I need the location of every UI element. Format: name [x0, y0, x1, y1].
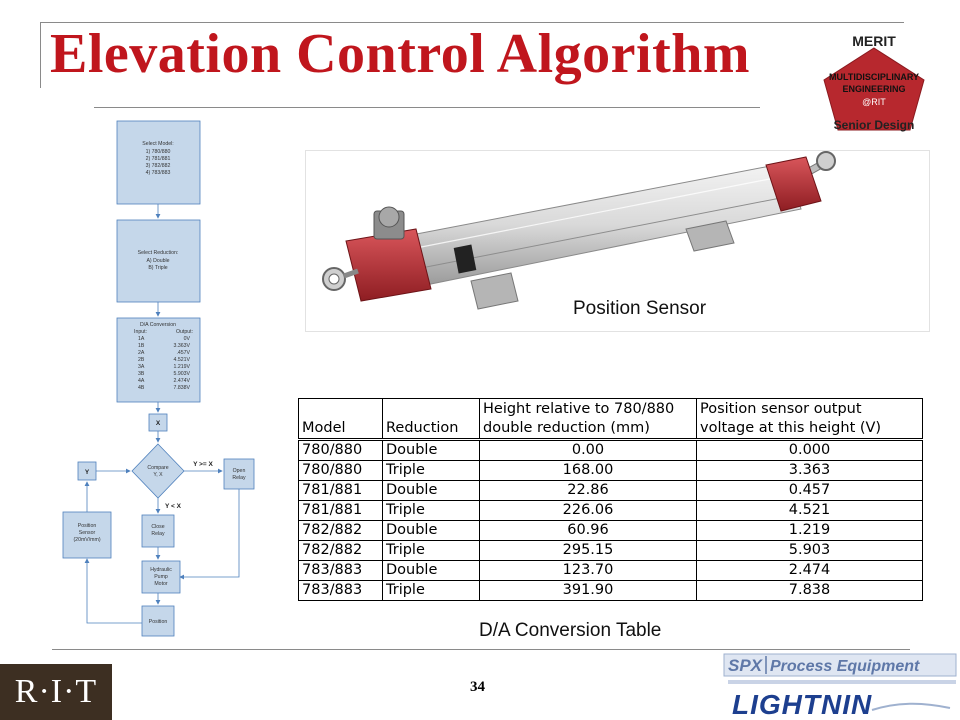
- flow-ge-label: Y >= X: [193, 461, 213, 468]
- cell-voltage: 1.219: [697, 521, 923, 541]
- cell-height: 391.90: [480, 581, 697, 601]
- slide-title: Elevation Control Algorithm: [50, 23, 751, 85]
- cell-model: 782/882: [299, 521, 383, 541]
- svg-text:1) 780/880: 1) 780/880: [145, 149, 171, 155]
- cell-reduction: Triple: [383, 461, 480, 481]
- svg-text:A) Double: A) Double: [146, 258, 170, 264]
- spx-lightnin-logo: [722, 650, 960, 720]
- flow-hydraulic-pump-box: [142, 561, 180, 593]
- cell-model: 780/880: [299, 461, 383, 481]
- cell-reduction: Triple: [383, 541, 480, 561]
- svg-text:1.219V: 1.219V: [173, 364, 190, 370]
- flow-select-model-box: [117, 121, 200, 204]
- svg-text:Select Reduction:: Select Reduction:: [137, 250, 179, 256]
- cell-reduction: Double: [383, 440, 480, 461]
- svg-text:3.363V: 3.363V: [173, 343, 190, 349]
- svg-text:Relay: Relay: [151, 531, 165, 537]
- svg-text:4A: 4A: [138, 378, 145, 384]
- title-frame-left: [40, 22, 41, 88]
- merit-name: MERIT: [852, 33, 896, 49]
- svg-text:2B: 2B: [138, 357, 145, 363]
- flow-position-box: [142, 606, 174, 636]
- cell-reduction: Double: [383, 561, 480, 581]
- svg-text:2) 781/881: 2) 781/881: [145, 156, 171, 162]
- svg-text:Pump: Pump: [154, 574, 168, 580]
- cell-model: 783/883: [299, 561, 383, 581]
- merit-line3: @RIT: [862, 97, 886, 107]
- svg-text:(20mV/mm): (20mV/mm): [73, 537, 101, 543]
- svg-text:4) 783/883: 4) 783/883: [145, 170, 171, 176]
- svg-text:Motor: Motor: [154, 581, 168, 587]
- svg-text:Output:: Output:: [176, 329, 194, 335]
- svg-text:Open: Open: [232, 468, 246, 474]
- flow-x-box: [149, 414, 167, 431]
- svg-text:Position: Position: [148, 619, 168, 625]
- flow-y-box: [78, 462, 96, 480]
- svg-text:Close: Close: [151, 524, 165, 530]
- cell-voltage: 4.521: [697, 501, 923, 521]
- merit-line2: ENGINEERING: [842, 84, 906, 94]
- cell-voltage: 2.474: [697, 561, 923, 581]
- title-frame-top: [40, 22, 904, 23]
- header-model: Model: [299, 399, 383, 440]
- flow-close-relay-box: [142, 515, 174, 547]
- spx-logo-line2: Process Equipment: [770, 658, 920, 675]
- merit-tagline: Senior Design: [833, 118, 915, 132]
- cell-voltage: 7.838: [697, 581, 923, 601]
- flow-da-conversion-box: [117, 318, 200, 402]
- cell-voltage: 0.457: [697, 481, 923, 501]
- cell-model: 781/881: [299, 501, 383, 521]
- spx-logo-line1: SPX: [728, 656, 763, 675]
- flow-lt-label: Y < X: [165, 503, 181, 510]
- cell-voltage: 3.363: [697, 461, 923, 481]
- header-reduction: Reduction: [383, 399, 480, 440]
- svg-text:Hydraulic: Hydraulic: [150, 567, 172, 573]
- table-caption: D/A Conversion Table: [479, 620, 662, 641]
- table-row: [299, 461, 923, 481]
- svg-text:0V: 0V: [183, 336, 190, 342]
- table-row: [299, 561, 923, 581]
- table-row: [299, 521, 923, 541]
- cell-height: 226.06: [480, 501, 697, 521]
- flow-select-reduction-box: [117, 220, 200, 302]
- cell-height: 22.86: [480, 481, 697, 501]
- svg-text:3) 782/882: 3) 782/882: [145, 163, 171, 169]
- spx-logo-brand: LIGHTNIN: [732, 689, 873, 720]
- table-header-row: [299, 399, 923, 440]
- svg-text:3B: 3B: [138, 371, 145, 377]
- cell-reduction: Triple: [383, 581, 480, 601]
- cell-height: 168.00: [480, 461, 697, 481]
- table-row: [299, 541, 923, 561]
- flow-open-relay-box: [224, 459, 254, 489]
- svg-text:3A: 3A: [138, 364, 145, 370]
- svg-text:Sensor: Sensor: [78, 530, 96, 536]
- svg-text:7.838V: 7.838V: [173, 385, 190, 391]
- svg-text:Select Model:: Select Model:: [142, 141, 174, 147]
- cell-height: 295.15: [480, 541, 697, 561]
- svg-text:Relay: Relay: [232, 475, 246, 481]
- header-voltage: Position sensor output voltage at this height (V): [697, 399, 923, 440]
- cell-reduction: Double: [383, 521, 480, 541]
- title-underline: [94, 107, 760, 108]
- svg-text:2.474V: 2.474V: [173, 378, 190, 384]
- svg-text:X: X: [155, 420, 161, 427]
- table-row: [299, 581, 923, 601]
- svg-text:4B: 4B: [138, 385, 145, 391]
- svg-text:1B: 1B: [138, 343, 145, 349]
- flow-position-sensor-box: [63, 512, 111, 558]
- svg-text:5.903V: 5.903V: [173, 371, 190, 377]
- flowchart: [58, 117, 268, 649]
- svg-text:Input:: Input:: [134, 329, 147, 335]
- header-height: Height relative to 780/880 double reduction (mm): [480, 399, 697, 440]
- svg-text:2A: 2A: [138, 350, 145, 356]
- svg-text:Position: Position: [77, 523, 97, 529]
- cell-voltage: 5.903: [697, 541, 923, 561]
- cell-reduction: Triple: [383, 501, 480, 521]
- svg-text:4.521V: 4.521V: [173, 357, 190, 363]
- cell-model: 781/881: [299, 481, 383, 501]
- svg-text:Compare: Compare: [147, 465, 169, 471]
- page-number: 34: [470, 679, 485, 695]
- cell-model: 783/883: [299, 581, 383, 601]
- cell-model: 780/880: [299, 440, 383, 461]
- svg-text:D/A Conversion: D/A Conversion: [139, 322, 177, 328]
- table-row: [299, 440, 923, 461]
- merit-logo: [812, 30, 937, 140]
- svg-text:B) Triple: B) Triple: [148, 265, 168, 271]
- cell-height: 123.70: [480, 561, 697, 581]
- svg-text:.457V: .457V: [176, 350, 190, 356]
- rit-logo-text: R·I·T: [14, 673, 98, 710]
- cell-voltage: 0.000: [697, 440, 923, 461]
- da-conversion-table: [298, 398, 922, 601]
- cell-model: 782/882: [299, 541, 383, 561]
- svg-text:Y: Y: [84, 469, 90, 476]
- merit-line1: MULTIDISCIPLINARY: [829, 72, 919, 82]
- svg-text:Y, X: Y, X: [153, 472, 163, 478]
- table-row: [299, 501, 923, 521]
- cell-reduction: Double: [383, 481, 480, 501]
- flow-compare-diamond: [132, 444, 184, 498]
- table-row: [299, 481, 923, 501]
- position-sensor-caption: Position Sensor: [573, 298, 707, 319]
- cell-height: 0.00: [480, 440, 697, 461]
- cell-height: 60.96: [480, 521, 697, 541]
- svg-text:1A: 1A: [138, 336, 145, 342]
